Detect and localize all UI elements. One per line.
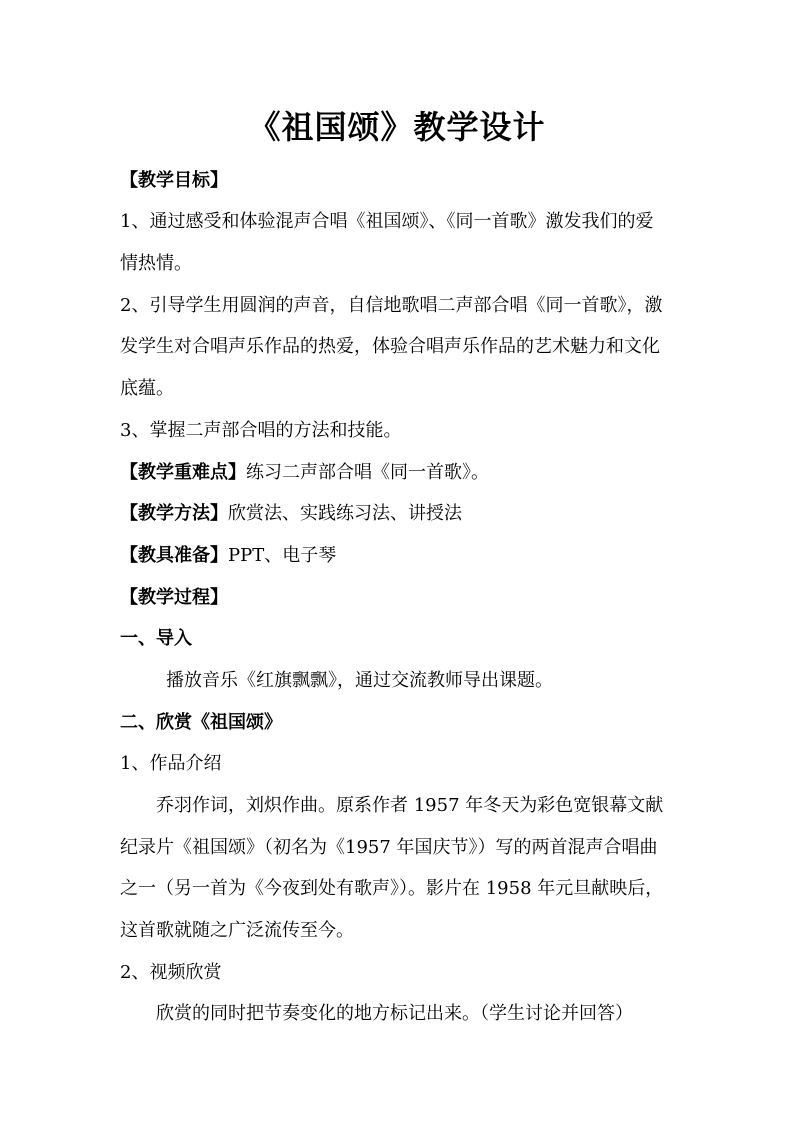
work-intro-line-4: 这首歌就随之广泛流传至今。 [120, 920, 354, 941]
objective-1-line-1: 1、通过感受和体验混声合唱《祖国颂》、《同一首歌》激发我们的爱 [120, 211, 654, 232]
intro-heading: 一、导入 [120, 628, 192, 649]
tools-value: PPT、电子琴 [228, 545, 337, 566]
methods-value: 欣赏法、实践练习法、讲授法 [228, 503, 462, 524]
objective-3: 3、掌握二声部合唱的方法和技能。 [120, 420, 402, 441]
process-heading: 【教学过程】 [120, 587, 228, 608]
tools-row [120, 543, 690, 569]
key-points-value: 练习二声部合唱《同一首歌》。 [246, 462, 489, 483]
key-points-label: 【教学重难点】 [120, 462, 246, 483]
objective-1-line-2: 情热情。 [120, 253, 192, 274]
work-intro-line-1: 乔羽作词，刘炽作曲。原系作者 1957 年冬天为彩色宽银幕文献 [156, 795, 664, 816]
appreciate-heading: 二、欣赏《祖国颂》 [120, 712, 282, 733]
intro-text: 播放音乐《红旗飘飘》，通过交流教师导出课题。 [166, 670, 553, 691]
work-intro-line-2: 纪录片《祖国颂》（初名为《1957 年国庆节》）写的两首混声合唱曲 [120, 837, 658, 858]
objective-2-line-3: 底蕴。 [120, 378, 174, 399]
video-heading: 2、视频欣赏 [120, 962, 222, 983]
objective-2-line-2: 发学生对合唱声乐作品的热爱，体验合唱声乐作品的艺术魅力和文化 [120, 336, 660, 357]
tools-label: 【教具准备】 [120, 545, 228, 566]
page-title: 《祖国颂》教学设计 [248, 108, 546, 146]
work-intro-line-3: 之一（另一首为《今夜到处有歌声》）。影片在 1958 年元旦献映后， [120, 878, 664, 899]
video-text: 欣赏的同时把节奏变化的地方标记出来。（学生讨论并回答） [156, 1003, 633, 1024]
key-points-row [120, 460, 690, 486]
methods-row [120, 501, 690, 527]
methods-label: 【教学方法】 [120, 503, 228, 524]
objectives-heading: 【教学目标】 [120, 170, 228, 191]
objective-2-line-1: 2、引导学生用圆润的声音，自信地歌唱二声部合唱《同一首歌》，激 [120, 295, 663, 316]
work-intro-heading: 1、作品介绍 [120, 753, 222, 774]
